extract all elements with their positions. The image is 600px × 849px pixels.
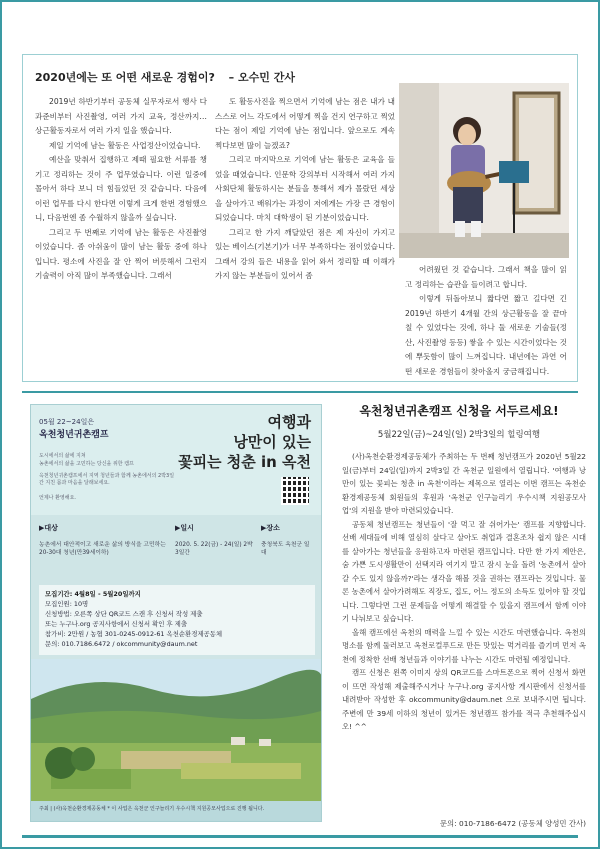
cell-heading: ▶장소: [261, 524, 280, 532]
cell-heading: ▶일시: [175, 524, 194, 532]
essay-title: [35, 69, 295, 85]
poster-title-line: 낭만이 있는: [233, 433, 311, 451]
paragraph: (사)옥천순환경제공동체가 주최하는 두 번째 청년캠프가 2020년 5월22일(금)부터 24일(일)까지 2박3일 간 옥천군 일원에서 열립니다. '여행과 낭만이 있는 꽃피는 청춘 in 옥천'이라는 제목으로 열리는 이번 캠프는 옥천순환경제공동체 회원들의 후원과 '옥천군 인구늘리기 우수시책 지원공모사업'의 지원을 받아 마련되었습니다.: [342, 452, 586, 515]
poster-date: 05월 22~24일은: [39, 418, 95, 426]
poster-desc: 언제나 환영해요.: [39, 495, 76, 501]
essay-title-text: 2020년에는 또 어떤 새로운 경험이?: [35, 71, 215, 84]
landscape-photo: [31, 659, 321, 801]
article-title: 옥천청년귀촌캠프 신청을 서두르세요!: [359, 404, 559, 418]
poster-camp-name: 옥천청년귀촌캠프: [39, 430, 109, 440]
poster-cell-place: [261, 523, 315, 581]
paragraph: 그리고 두 번째로 기억에 남는 활동은 사진촬영이었습니다. 좀 아쉬움이 많이 남는 활동 중에 하나입니다. 평소에 사진을 잘 안 찍어 버릇해서 그런지 기술력이 아직 많이 부족했습니다. 그래서: [35, 227, 207, 280]
camp-poster: [30, 404, 322, 822]
essay-column-3: [405, 263, 567, 379]
poster-desc: 농촌에서의 삶을 고민하는 당신을 위한 캠프: [39, 461, 134, 467]
cell-body: 2020. 5. 22(금) - 24(일) 2박3일간: [175, 542, 253, 556]
cell-body: 충청북도 옥천군 일대: [261, 542, 310, 556]
paragraph: 그리고 한 가지 깨달았던 점은 제 자신이 가지고 있는 베이스(기본기)가 너무 부족하다는 점이었습니다. 그래서 강의 들은 내용을 읽어 와서 정리할 때 이해가 가지 않는 부분들이 있어서 좀: [215, 227, 395, 280]
paragraph: 어려웠던 것 같습니다. 그래서 책을 많이 읽고 정리하는 습관을 들이려고 합니다.: [405, 265, 567, 289]
poster-title-line: 여행과: [267, 413, 311, 431]
poster-cell-date: [175, 523, 255, 581]
poster-desc: 도시에서의 삶에 지쳐: [39, 453, 86, 459]
paragraph: 이렇게 뒤돌아보니 짧다면 짧고 길다면 긴 2019년 하반기 4개월 간의 상근활동을 잘 끝마칠 수 있었다는 것에, 하나 둘 새로운 기술들(정산, 사진촬영 등등) 쌓을 수 있는 시간이었다는 것에 뿌듯함이 많이 느껴집니다. 내년에는 과연 어떤 새로운 경험들이 찾아올지 궁금해집니다.: [405, 294, 567, 376]
poster-title-line: 꽃피는 청춘 in 옥천: [178, 453, 311, 471]
recruit-line: 모집기간: 4월8일 - 5월20일까지: [45, 590, 141, 598]
poster-info-row: [39, 523, 315, 581]
poster-cell-target: [39, 523, 173, 581]
cell-heading: ▶대상: [39, 524, 58, 532]
paragraph: 캠프 신청은 왼쪽 이미지 상의 QR코드를 스마트폰으로 찍어 신청서 화면이 뜨면 작성해 제출해주시거나 누구나.org 공지사항 게시판에서 신청서를 내려받아 작성한 후 okcommunity@daum.net 으로 보내주시면 됩니다. 주변에 만 39세 이하의 청년이 있거든 청년캠프 참가를 적극 추천해주십시오! ^^: [342, 668, 586, 731]
recruit-line: 문의: 010.7186.6472 / okcommunity@daum.net: [45, 640, 198, 648]
poster-recruit-box: [39, 585, 315, 655]
recruit-line: 모집인원: 10명: [45, 600, 89, 608]
poster-footer: 주최 | (사)옥천순환경제공동체 * 이 사업은 옥천군 인구늘리기 우수시책 지원공모사업으로 진행 됩니다.: [31, 801, 321, 821]
recruit-line: 신청방법: 오른쪽 상단 QR코드 스캔 후 신청서 작성 제출: [45, 610, 203, 618]
paragraph: 제일 기억에 남는 활동은 사업정산이었습니다.: [49, 140, 201, 150]
essay-author: – 오수민 간사: [228, 71, 295, 84]
recruit-line: 참가비: 2만원 / 농협 301-0245-0912-61 옥천순환경제공동체: [45, 630, 223, 638]
essay-column-2: [215, 95, 395, 284]
poster-header: [31, 405, 321, 515]
paragraph: 예산을 맞춰서 집행하고 제때 필요한 서류를 챙기고 정리하는 것이 주 업무였습니다. 이런 일중에 몰아서 하다 보니 더 힘들었던 것 같습니다. 다음에 이런 업무를 다시 한다면 이렇게 크게 한번 경험했으니, 다음번엔 좀 수월하지 않을까 싶습니다.: [35, 155, 207, 222]
bottom-bar: [22, 835, 578, 838]
paragraph: 올해 캠프에선 옥천의 매력을 느낄 수 있는 시간도 마련했습니다. 옥천의 명소를 함께 둘러보고 옥천로컬푸드로 만든 맛있는 먹거리를 즐기며 먼저 옥천에 정착한 선배 청년들과 이야기를 나누는 시간도 마련될 예정입니다.: [342, 627, 586, 664]
section-divider: [22, 391, 578, 393]
essay-column-1: [35, 95, 207, 284]
guitar-photo: [399, 83, 569, 258]
qr-code-icon[interactable]: [281, 477, 309, 505]
paragraph: 2019년 하반기부터 공동체 실무자로서 행사 다과준비부터 사진촬영, 여러 가지 교육, 정산까지… 상근활동자로서 여러 가지 일을 했습니다.: [35, 97, 207, 135]
poster-desc: 옥천청년귀촌캠프에서 지역 청년들과 함께 농촌에서의 2박3일 간 지친 몸과 마음을 달래보세요.: [39, 473, 175, 486]
article-contact: 문의: 010-7186-6472 (공동체 양성민 간사): [439, 819, 586, 828]
paragraph: 그리고 마지막으로 기억에 남는 활동은 교육을 들었을 때였습니다. 인문학 강의부터 시작해서 여러 가지 사회단체 활동하시는 분들을 통해서 제가 몰랐던 세상을 살아가고 배워가는 과정이 저에게는 가장 큰 경험이 되었습니다. 마치 대학생이 된 기분이었습니다.: [215, 155, 395, 222]
article-subtitle: 5월22일(금)~24일(일) 2박3일의 힐링여행: [377, 430, 541, 440]
paragraph: 도 활동사진을 찍으면서 기억에 남는 점은 내가 내 스스로 어느 각도에서 어떻게 찍을 건지 연구하고 찍었다는 점이 제일 기억에 남는 점입니다. 앞으로도 계속 찍다보면 많이 늘겠죠?: [215, 97, 395, 150]
essay-section: [22, 54, 578, 382]
article-body: [342, 450, 586, 734]
paragraph: 공동체 청년캠프는 청년들이 '잘 먹고 잘 쉬어가는' 캠프를 지향합니다. 선배 세대들에 비해 열심히 살다고 살아도 취업과 결혼조차 쉽지 않은 시대를 살아가는 청년들을 응원하고자 마련된 캠프입니다. 다만 한 가지 제안은, 숨 가쁜 도시생활만이 선택지라 여기지 말고 잠시 눈을 돌려 '농촌에서 살아갈 수도 있지 않을까?'라는 생각을 해볼 것을 권하는 캠프라는 것입니다. 물론 농촌에서 살아가려해도 직장도, 집도, 어느 정도의 소득도 있어야 할 것입니다. 그렇다면 그런 문제들을 어떻게 해결할 수 있을지 캠프에서 함께 이야기 나눠보고 싶습니다.: [342, 519, 586, 623]
recruit-line: 또는 누구나.org 공지사항에서 신청서 확인 후 제출: [45, 620, 187, 628]
cell-body: 농촌에서 대안적이고 새로운 삶의 방식을 고민하는 20-30대 청년(만39세이하): [39, 542, 166, 556]
